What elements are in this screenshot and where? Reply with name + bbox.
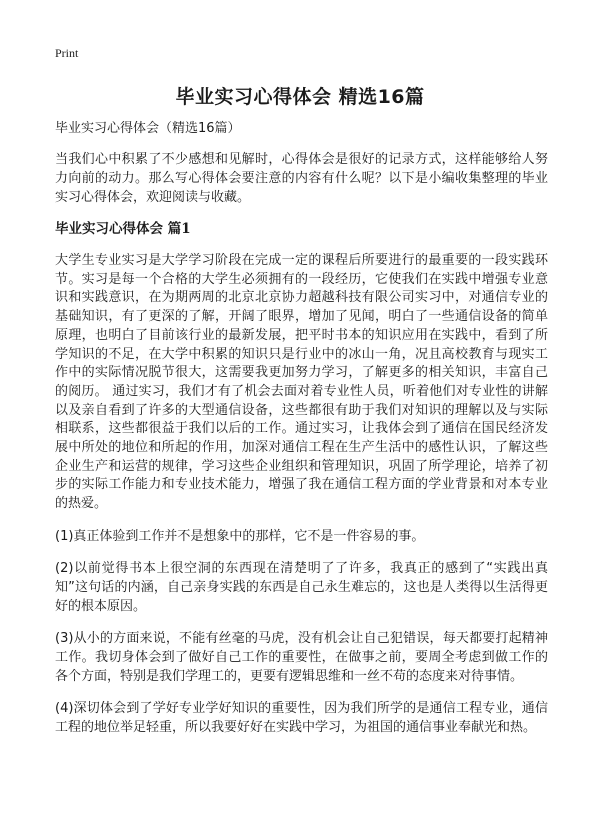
page-title: 毕业实习心得体会 精选16篇 (175, 86, 425, 108)
list-item: (1)真正体验到工作并不是想象中的那样，它不是一件容易的事。 (55, 528, 425, 544)
list-item: (4)深切体会到了学好专业学好知识的重要性，因为我们所学的是通信工程专业，通信工程的地位举足轻重，所以我要好好在实践中学习，为祖国的通信事业奉献光和热。 (55, 700, 548, 735)
body-paragraph: 大学生专业实习是大学学习阶段在完成一定的课程后所要进行的最重要的一段实践环节。实习是每一个合格的大学生必须拥有的一段经历，它使我们在实践中增强专业意识和实践意识，在为期两周的北京北京协力超越科技有限公司实习中，对通信专业的基础知识，有了更深的了解，开阔了眼界，增加了见闻，明白了一些通信设备的简单原理，也明白了目前该行业的最新发展，把平时书本的知识应用在实践中，看到了所学知识的不足，在大学中积累的知识只是行业中的冰山一角，况且高校教育与现实工作中的实际情况脱节很大，这需要我更加努力学习，了解更多的相关知识，丰富自己的阅历。 通过实习，我们才有了机会去面对着专业性人员，听着他们对专业性的讲解以及亲自看到了许多的大型通信设备，这些都很有助于我们对知识的理解以及与实际相联系，这些都很益于我们以后的工作。通过实习，让我体会到了通信在国民经济发展中所处的地位和所起的作用，加深对通信工程在生产生活中的感性认识，了解这些企业生产和运营的规律，学习这些企业组织和管理知识，巩固了所学理论，培养了初步的实际工作能力和专业技术能力，增强了我在通信工程方面的学业背景和对本专业的热爱。 (55, 253, 548, 512)
list-item: (3)从小的方面来说，不能有丝毫的马虎，没有机会让自己犯错误，每天都要打起精神工作。我切身体会到了做好自己工作的重要性，在做事之前，要周全考虑到做工作的各个方面，特别是我们学理工的，更要有逻辑思维和一丝不苟的态度来对待事情。 (55, 630, 548, 684)
section-heading: 毕业实习心得体会 篇1 (55, 221, 191, 237)
document-body (55, 119, 548, 750)
print-link[interactable]: Print (55, 46, 79, 60)
document-subtitle: 毕业实习心得体会（精选16篇） (55, 121, 241, 136)
intro-paragraph: 当我们心中积累了不少感想和见解时，心得体会是很好的记录方式，这样能够给人努力向前的动力。那么写心得体会要注意的内容有什么呢？以下是小编收集整理的毕业实习心得体会，欢迎阅读与收藏。 (55, 152, 548, 205)
list-item: (2)以前觉得书本上很空洞的东西现在清楚明了了许多，我真正的感到了“实践出真知”这句话的内涵，自己亲身实践的东西是自己永生难忘的，这也是人类得以生活得更好的根本原因。 (55, 560, 548, 614)
